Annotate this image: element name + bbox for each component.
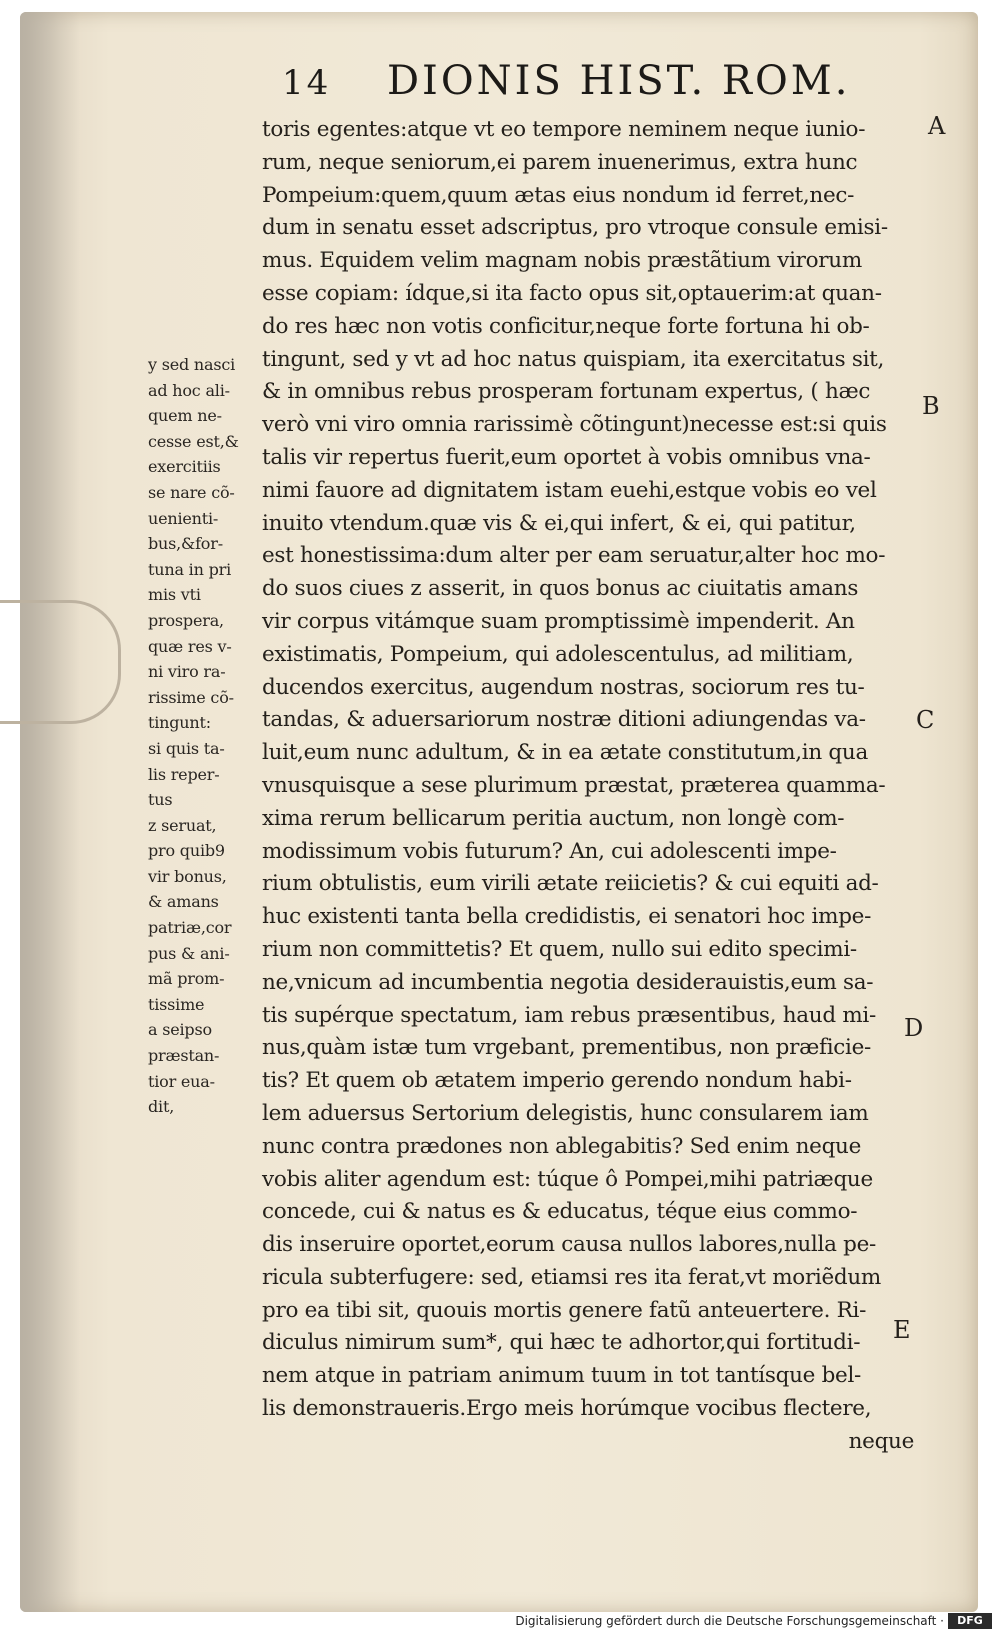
text-line: & in omnibus rebus prosperam fortunam expertus, ( hæc xyxy=(262,379,871,405)
text-line: ricula subterfugere: sed, etiamsi res ita ferat,vt moriẽdum xyxy=(262,1264,882,1290)
text-line: xima rerum bellicarum peritia auctum, non longè com- xyxy=(262,805,845,831)
marginal-note-line: tissime xyxy=(148,994,205,1014)
marginal-note-line: tuna in pri xyxy=(148,559,231,579)
text-line: lem aduersus Sertorium delegistis, hunc consularem iam xyxy=(262,1100,869,1126)
text-line: modissimum vobis futurum? An, cui adolescenti impe- xyxy=(262,838,837,864)
marginal-note-line: vir bonus, xyxy=(148,866,227,886)
text-line: tingunt, sed y vt ad hoc natus quispiam, ita exercitatus sit, xyxy=(262,346,885,372)
marginal-note-line: tingunt: xyxy=(148,713,211,733)
text-line: luit,eum nunc adultum, & in ea ætate constitutum,in qua xyxy=(262,740,868,766)
marginal-note-line: & amans xyxy=(148,892,219,912)
text-line: nem atque in patriam animum tuum in tot tantísque bel- xyxy=(262,1363,862,1389)
margin-letter: A xyxy=(928,112,946,140)
marginal-note-line: quem ne- xyxy=(148,406,222,426)
text-line: est honestissima:dum alter per eam seruatur,alter hoc mo- xyxy=(262,543,886,569)
text-line: nus,quàm istæ tum vrgebant, prementibus, non præficie- xyxy=(262,1035,871,1061)
margin-letter: E xyxy=(893,1316,911,1344)
text-line: talis vir repertus fuerit,eum oportet à vobis omnibus vna- xyxy=(262,444,871,470)
marginal-note-line: uenienti- xyxy=(148,508,219,528)
marginal-note-line: z seruat, xyxy=(148,815,217,835)
text-line: ducendos exercitus, augendum nostras, sociorum res tu- xyxy=(262,674,865,700)
body-text xyxy=(262,114,962,1459)
text-line: toris egentes:atque vt eo tempore neminem neque iunio- xyxy=(262,117,866,142)
marginal-note-line: y sed nasci xyxy=(148,355,236,374)
text-line: dis inseruire oportet,eorum causa nullos labores,nulla pe- xyxy=(262,1232,876,1258)
text-line: vnusquisque a sese plurimum præstat, præterea quamma- xyxy=(262,772,886,798)
marginal-note-line: cesse est,& xyxy=(148,431,239,451)
text-line: do res hæc non votis conficitur,neque forte fortuna hi ob- xyxy=(262,313,870,339)
text-line: ne,vnicum ad incumbentia negotia desiderauistis,eum sa- xyxy=(262,969,874,995)
marginal-note xyxy=(148,352,263,1120)
marginal-note-line: pus & ani- xyxy=(148,943,230,963)
marginal-note-line: tus xyxy=(148,790,173,810)
marginal-note-line: mis vti xyxy=(148,585,201,605)
marginal-note-line: ad hoc ali- xyxy=(148,380,230,400)
text-line: tandas, & aduersariorum nostræ ditioni adiungendas va- xyxy=(262,707,866,733)
marginal-note-line: se nare cõ- xyxy=(148,482,235,502)
marginal-note-line: patriæ,cor xyxy=(148,918,232,938)
text-line: vobis aliter agendum est: túque ô Pompei,mihi patriæque xyxy=(262,1166,873,1192)
margin-letter: C xyxy=(916,706,935,734)
text-line: diculus nimirum sum*, qui hæc te adhortor,qui fortitudi- xyxy=(262,1330,861,1356)
marginal-note-line: dit, xyxy=(148,1097,175,1117)
marginal-note-line: prospera, xyxy=(148,610,224,630)
marginal-note-line: si quis ta- xyxy=(148,738,225,758)
text-line: existimatis, Pompeium, qui adolescentulus, ad militiam, xyxy=(262,641,854,667)
text-line: esse copiam: ídque,si ita facto opus sit,optauerim:at quan- xyxy=(262,280,882,306)
page-number: 14 xyxy=(282,63,332,103)
text-line: nimi fauore ad dignitatem istam euehi,estque vobis eo vel xyxy=(262,477,877,503)
text-line: huc existenti tanta bella credidistis, ei senatori hoc impe- xyxy=(262,904,872,930)
digitization-footer xyxy=(0,1612,1000,1632)
text-line: rium non committetis? Et quem, nullo sui edito specimi- xyxy=(262,936,857,962)
text-line: do suos ciues z asserit, in quos bonus ac ciuitatis amans xyxy=(262,576,859,602)
text-line: mus. Equidem velim magnam nobis præstãtium virorum xyxy=(262,248,862,274)
margin-letter: D xyxy=(904,1014,924,1042)
text-line: lis demonstraueris.Ergo meis horúmque vocibus flectere, xyxy=(262,1396,872,1422)
marginal-note-line: quæ res v- xyxy=(148,636,232,656)
marginal-note-line: ni viro ra- xyxy=(148,662,226,682)
text-line: verò vni viro omnia rarissimè cõtingunt)necesse est:si quis xyxy=(262,412,887,438)
footer-credit: Digitalisierung gefördert durch die Deutsche Forschungsgemeinschaft · xyxy=(515,1614,944,1628)
text-line: Pompeium:quem,quum ætas eius nondum id ferret,nec- xyxy=(262,182,855,208)
text-line: neque xyxy=(848,1428,914,1454)
running-title: DIONIS HIST. ROM. xyxy=(386,58,851,104)
text-line: tis? Et quem ob ætatem imperio gerendo nondum habi- xyxy=(262,1068,852,1094)
text-line: nunc contra prædones non ablegabitis? Sed enim neque xyxy=(262,1133,862,1159)
text-line: pro ea tibi sit, quouis mortis genere fatũ anteuertere. Ri- xyxy=(262,1297,867,1323)
marginal-note-line: bus,&for- xyxy=(148,534,223,554)
marginal-note-line: mã prom- xyxy=(148,969,225,989)
page-clip xyxy=(0,600,121,724)
marginal-note-line: rissime cõ- xyxy=(148,687,234,707)
marginal-note-line: a seipso xyxy=(148,1020,212,1040)
text-line: dum in senatu esset adscriptus, pro vtroque consule emisi- xyxy=(262,215,888,241)
text-line: vir corpus vitámque suam promptissimè impenderit. An xyxy=(262,608,855,634)
running-head xyxy=(282,58,882,104)
page-gutter-shadow xyxy=(20,12,80,1612)
marginal-note-line: lis reper- xyxy=(148,764,220,784)
text-line: tis supérque spectatum, iam rebus præsentibus, haud mi- xyxy=(262,1002,876,1028)
text-line: rum, neque seniorum,ei parem inuenerimus, extra hunc xyxy=(262,149,858,175)
margin-letter: B xyxy=(922,392,940,420)
marginal-note-line: exercitiis xyxy=(148,457,221,477)
dfg-logo-icon: DFG xyxy=(948,1613,992,1629)
text-line: concede, cui & natus es & educatus, téque eius commo- xyxy=(262,1199,858,1225)
text-line: rium obtulistis, eum virili ætate reiicietis? & cui equiti ad- xyxy=(262,871,879,897)
marginal-note-line: pro quib9 xyxy=(148,841,225,861)
marginal-note-line: præstan- xyxy=(148,1046,220,1066)
marginal-note-line: tior eua- xyxy=(148,1071,215,1091)
text-line: inuito vtendum.quæ vis & ei,qui infert, & ei, qui patitur, xyxy=(262,510,856,536)
